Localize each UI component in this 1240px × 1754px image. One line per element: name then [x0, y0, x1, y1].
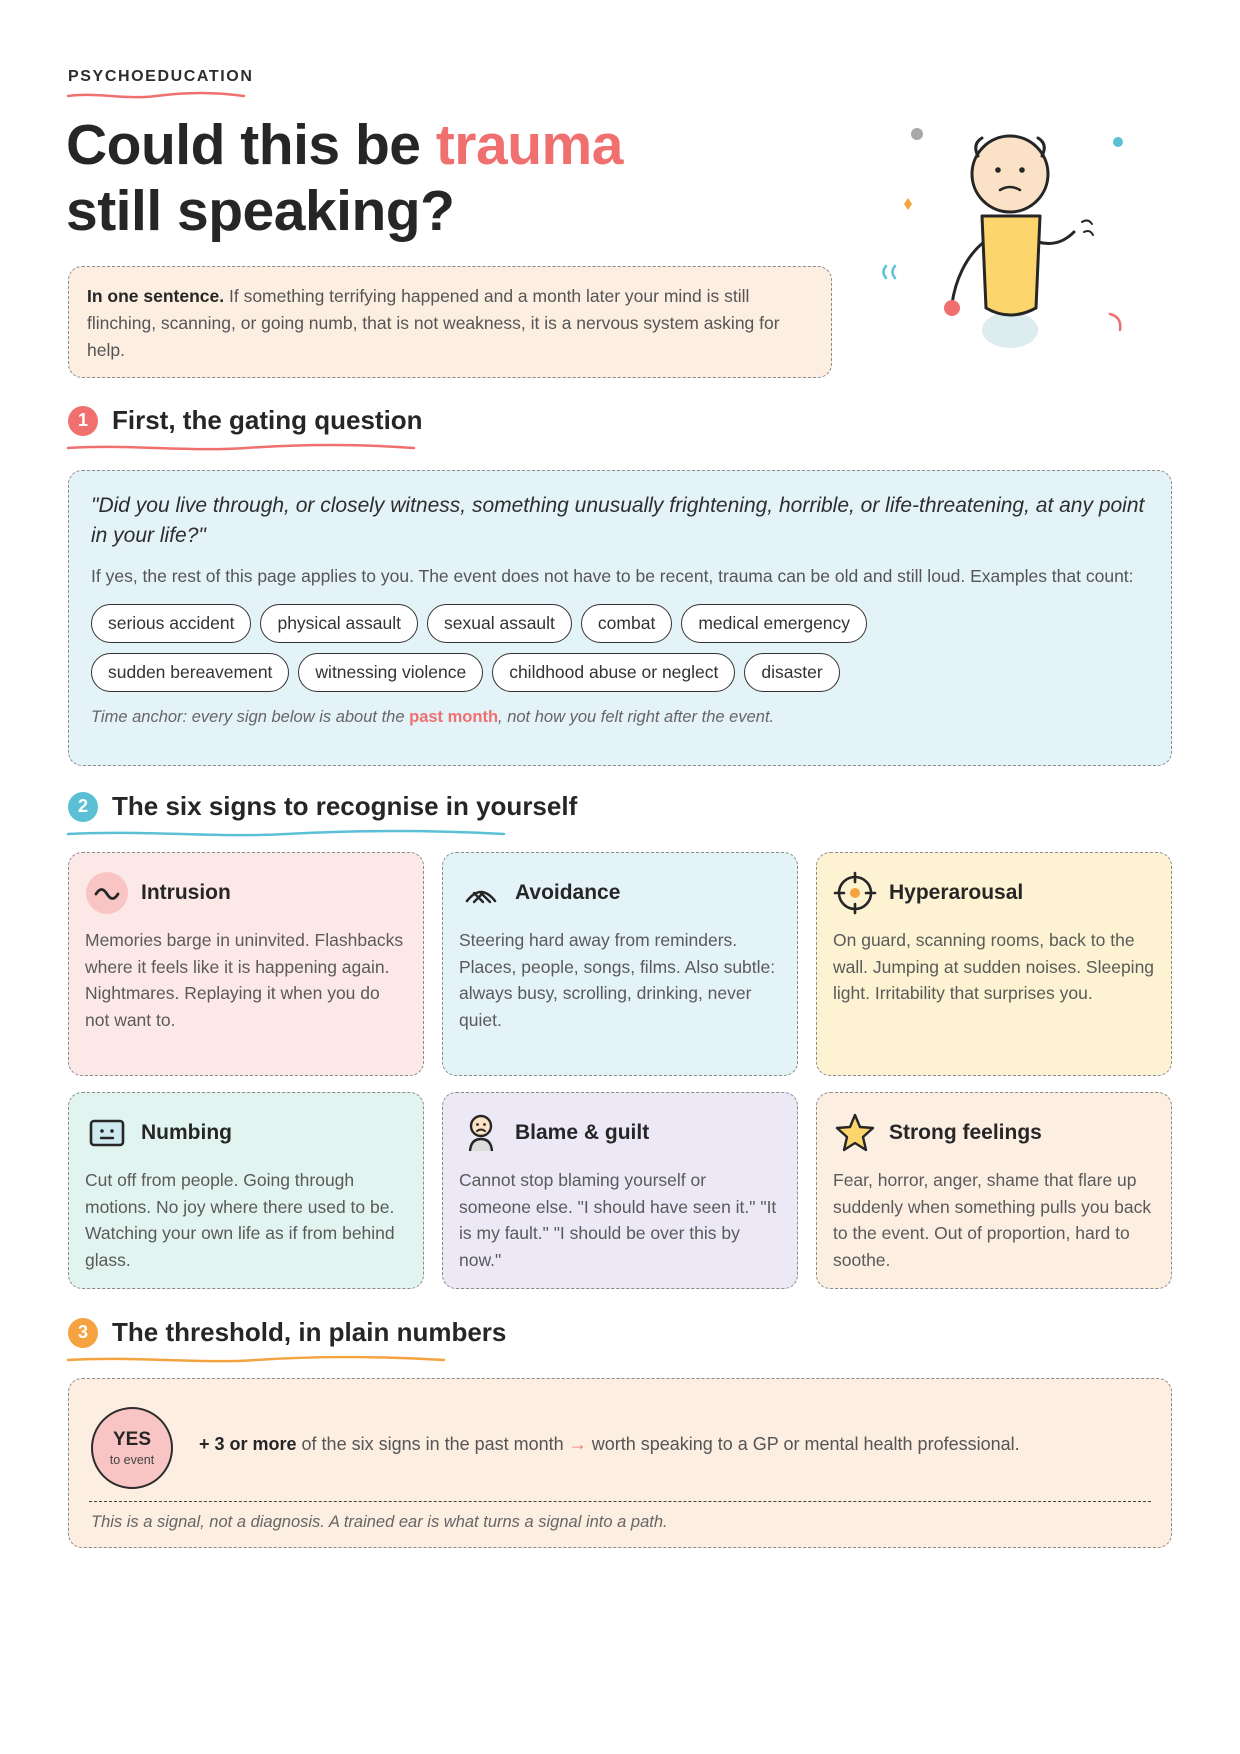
section2-underline [66, 828, 506, 840]
section1-title: First, the gating question [112, 405, 423, 435]
example-tag: witnessing violence [298, 653, 483, 692]
target-icon [833, 871, 877, 915]
title-accent: trauma [435, 113, 623, 177]
card-header [85, 1111, 407, 1155]
sign-card-numbing [68, 1092, 424, 1289]
threshold-divider [89, 1501, 1151, 1502]
card-body: Cut off from people. Going through motions. No joy where there used to be. Watching your own life as if from behind glass. [85, 1170, 395, 1270]
figure-shadow [982, 312, 1038, 348]
example-tag: serious accident [91, 604, 251, 643]
sign-card-strong-feelings [816, 1092, 1172, 1289]
example-tag: disaster [744, 653, 839, 692]
arrow-right-icon: → [568, 1434, 587, 1454]
card-body: Steering hard away from reminders. Places, people, songs, films. Also subtle: always busy, scrolling, drinking, never quiet. [459, 930, 776, 1030]
eyebrow-label: PSYCHOEDUCATION [68, 68, 254, 85]
card-header [833, 871, 1155, 915]
threshold-note: This is a signal, not a diagnosis. A trained ear is what turns a signal into a path. [91, 1513, 668, 1531]
example-tag: physical assault [260, 604, 418, 643]
gating-quote: "Did you live through, or closely witness, something unusually frightening, horrible, or life-threatening, at any point in your life?" [91, 494, 1145, 547]
anchor-highlight: past month [409, 708, 499, 726]
eyebrow-underline [66, 90, 246, 102]
card-header [459, 871, 781, 915]
threshold-box [68, 1378, 1172, 1548]
figure-left-arm [952, 242, 984, 304]
example-tag: combat [581, 604, 672, 643]
card-body: On guard, scanning rooms, back to the wall. Jumping at sudden noises. Sleeping light. Irritability that surprises you. [833, 930, 1155, 1003]
decor-red-arc [1110, 314, 1120, 330]
figure-body [982, 216, 1040, 315]
example-tag: sexual assault [427, 604, 572, 643]
section3-underline [66, 1354, 446, 1366]
sign-card-intrusion [68, 852, 424, 1076]
section3-title: The threshold, in plain numbers [112, 1317, 507, 1347]
card-header [833, 1111, 1155, 1155]
rule-mid: of the six signs in the past month [296, 1434, 569, 1454]
section3-heading [68, 1317, 506, 1348]
figure-eye-left [995, 167, 1001, 173]
figure-left-hand [944, 300, 960, 316]
title-part1: Could this be [66, 113, 436, 177]
yes-sublabel: to event [109, 1453, 155, 1467]
wave-icon [85, 871, 129, 915]
card-title: Strong feelings [889, 1121, 1042, 1144]
intro-lead: In one sentence. [87, 286, 225, 306]
six-signs-grid [68, 852, 1172, 1289]
card-title: Avoidance [515, 881, 621, 904]
section1-underline [66, 442, 416, 454]
card-title: Hyperarousal [889, 881, 1024, 904]
sad-person-icon [459, 1111, 503, 1155]
yes-label: YES [112, 1429, 152, 1450]
yes-badge [91, 1407, 173, 1489]
page-title [66, 112, 623, 244]
section2-title: The six signs to recognise in yourself [112, 791, 578, 821]
gating-question-box [68, 470, 1172, 766]
example-tag: childhood abuse or neglect [492, 653, 735, 692]
section1-heading [68, 405, 423, 436]
intro-box [68, 266, 832, 378]
card-title: Blame & guilt [515, 1121, 650, 1144]
figure-eye-right [1019, 167, 1025, 173]
figure-right-arm [1038, 232, 1074, 244]
star-icon [833, 1111, 877, 1155]
card-header [459, 1111, 781, 1155]
anchor-post: , not how you felt right after the event. [498, 708, 775, 726]
sign-card-avoidance [442, 852, 798, 1076]
section1-number: 1 [68, 406, 98, 436]
figure-head [972, 136, 1048, 212]
card-body: Cannot stop blaming yourself or someone else. "I should have seen it." "It is my fault." "I should be over this by now." [459, 1170, 777, 1270]
example-tags [91, 604, 991, 692]
anchor-pre: Time anchor: every sign below is about the [91, 708, 410, 726]
decor-diamond [904, 198, 912, 210]
example-tag: medical emergency [681, 604, 867, 643]
rule-bold: + 3 or more [199, 1434, 297, 1454]
section2-number: 2 [68, 792, 98, 822]
decor-dot-teal [1113, 137, 1123, 147]
threshold-rule [199, 1434, 1020, 1455]
gating-body: If yes, the rest of this page applies to you. The event does not have to be recent, trauma can be old and still loud. Examples that count: [91, 566, 1134, 586]
worried-figure-illustration [860, 112, 1140, 372]
card-body: Memories barge in uninvited. Flashbacks where it feels like it is happening again. Nightmares. Replaying it when you do not want to. [85, 930, 404, 1030]
decor-dot-grey [911, 128, 923, 140]
blank-screen-icon [85, 1111, 129, 1155]
card-body: Fear, horror, anger, shame that flare up suddenly when something pulls you back to the event. Out of proportion, hard to soothe. [833, 1170, 1152, 1270]
section3-number: 3 [68, 1318, 98, 1348]
turn-away-icon [459, 871, 503, 915]
time-anchor-note [91, 708, 1149, 727]
rule-end: worth speaking to a GP or mental health professional. [586, 1434, 1020, 1454]
sign-card-hyperarousal [816, 852, 1172, 1076]
example-tag: sudden bereavement [91, 653, 289, 692]
section2-heading [68, 791, 577, 822]
card-header [85, 871, 407, 915]
card-title: Intrusion [141, 881, 231, 904]
card-title: Numbing [141, 1121, 232, 1144]
figure-wave-marks [1082, 220, 1093, 235]
intro-text: If something terrifying happened and a month later your mind is still flinching, scanning, or going numb, that is not weakness, it is a nervous system asking for help. [87, 286, 780, 360]
decor-teal-marks [884, 266, 896, 278]
title-part2: still speaking? [66, 179, 455, 243]
sign-card-blame-guilt [442, 1092, 798, 1289]
